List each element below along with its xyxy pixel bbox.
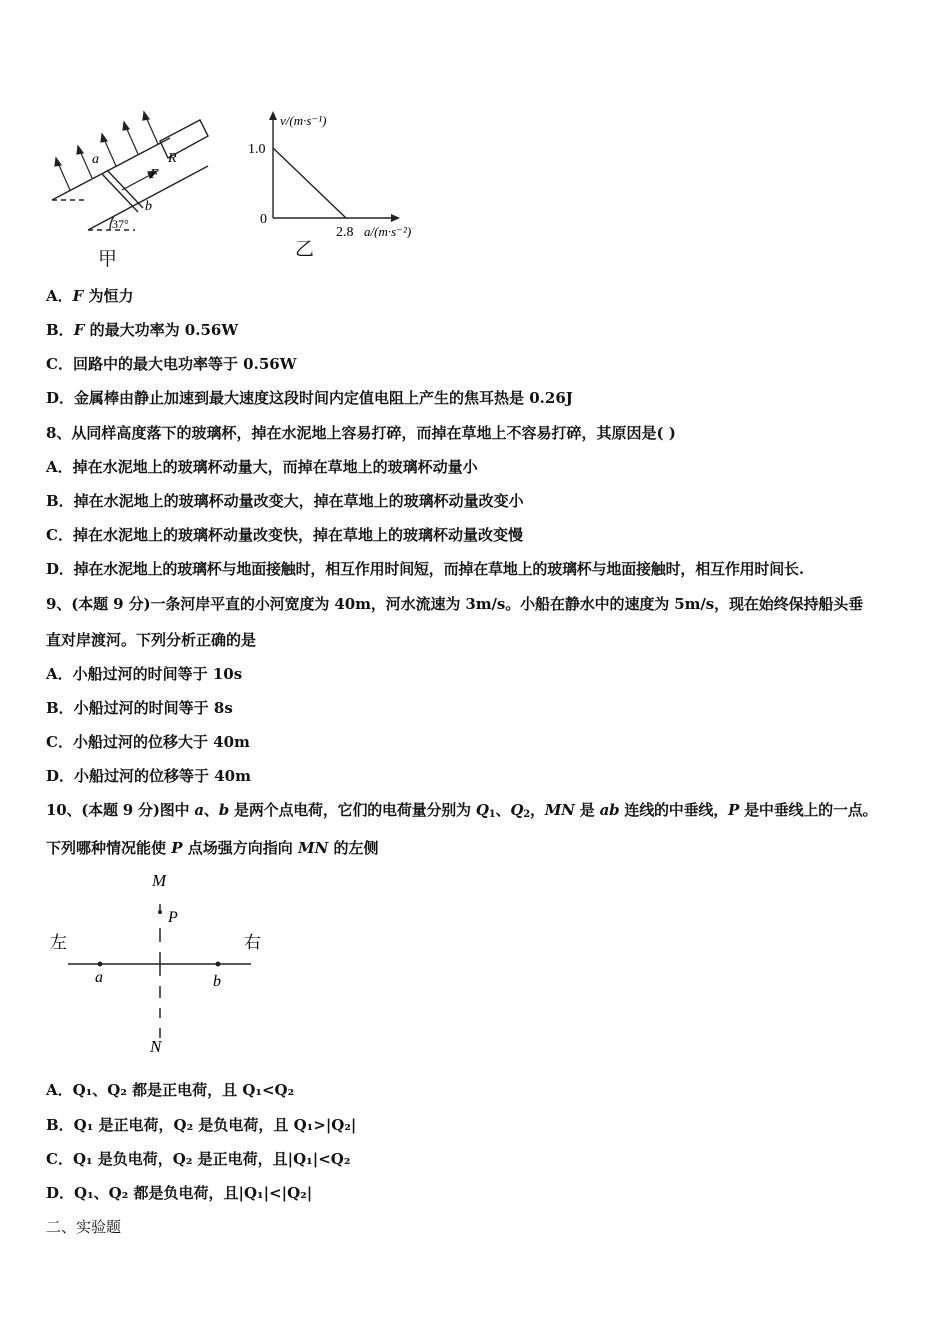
q10-stem-line2: 下列哪种情况能使 P 点场强方向指向 MN 的左侧 — [46, 839, 379, 857]
q9-stem-line2: 直对岸渡河。下列分析正确的是 — [46, 631, 257, 649]
label-right: 右 — [244, 933, 261, 952]
y-axis-label: v/(m·s⁻¹) — [280, 113, 327, 128]
label-N: N — [150, 1037, 162, 1056]
q10-option-c: C．Q₁ 是负电荷，Q₂ 是正电荷，且|Q₁|<Q₂ — [46, 1150, 351, 1168]
q10-option-a: A．Q₁、Q₂ 都是正电荷，且 Q₁<Q₂ — [46, 1081, 295, 1099]
figure-jia-diagram — [40, 108, 220, 243]
label-b: b — [145, 199, 152, 214]
q8-option-a: A．掉在水泥地上的玻璃杯动量大，而掉在草地上的玻璃杯动量小 — [46, 458, 478, 476]
q10-stem-line1: 10、(本题 9 分)图中 a、b 是两个点电荷，它们的电荷量分别为 $Q_1$、$Q_2$，MN 是 ab 连线的中垂线，P 是中垂线上的一点。 — [46, 801, 878, 820]
caption-yi: 乙 — [295, 238, 315, 260]
q8-option-c: C．掉在水泥地上的玻璃杯动量改变快，掉在草地上的玻璃杯动量改变慢 — [46, 526, 523, 544]
y-tick-label: 1.0 — [248, 142, 266, 157]
label-R: R — [168, 151, 177, 166]
q10-option-d: D．Q₁、Q₂ 都是负电荷，且|Q₁|<|Q₂| — [46, 1184, 313, 1202]
origin-label: 0 — [260, 212, 267, 227]
label-a: a — [92, 152, 99, 167]
q8-stem: 8、从同样高度落下的玻璃杯，掉在水泥地上容易打碎，而掉在草地上不容易打碎，其原因是( ) — [46, 424, 676, 442]
label-F: F — [150, 167, 159, 182]
label-M: M — [152, 871, 167, 890]
label-left: 左 — [50, 933, 67, 952]
q7-option-c: C．回路中的最大电功率等于 0.56W — [46, 355, 297, 373]
q9-option-c: C．小船过河的位移大于 40m — [46, 733, 250, 751]
label-a-charge: a — [95, 969, 103, 986]
label-P: P — [168, 909, 178, 926]
x-tick-label: 2.8 — [336, 225, 354, 238]
q7-option-b: B．F 的最大功率为 0.56W — [46, 321, 239, 339]
q8-option-b: B．掉在水泥地上的玻璃杯动量改变大，掉在草地上的玻璃杯动量改变小 — [46, 492, 524, 510]
q9-option-d: D．小船过河的位移等于 40m — [46, 767, 251, 785]
section-heading: 二、实验题 — [46, 1218, 122, 1236]
q8-option-d: D．掉在水泥地上的玻璃杯与地面接触时，相互作用时间短，而掉在草地上的玻璃杯与地面接触时，相互作用时间长. — [46, 560, 804, 578]
q9-option-a: A．小船过河的时间等于 10s — [46, 665, 243, 683]
x-axis-label: a/(m·s⁻²) — [364, 224, 412, 238]
q10-charge-diagram — [46, 866, 276, 1062]
label-angle: 37° — [112, 217, 129, 231]
q9-stem-line1: 9、(本题 9 分)一条河岸平直的小河宽度为 40m，河水流速为 3m/s。小船在静水中的速度为 5m/s，现在始终保持船头垂 — [46, 595, 864, 613]
q9-option-b: B．小船过河的时间等于 8s — [46, 699, 233, 717]
figure-yi-graph — [240, 108, 440, 238]
q10-option-b: B．Q₁ 是正电荷，Q₂ 是负电荷，且 Q₁>|Q₂| — [46, 1116, 357, 1134]
caption-jia: 甲 — [98, 248, 118, 270]
label-b-charge: b — [213, 973, 221, 990]
q7-option-a: A．F 为恒力 — [46, 287, 134, 305]
q7-option-d: D．金属棒由静止加速到最大速度这段时间内定值电阻上产生的焦耳热是 0.26J — [46, 389, 573, 407]
